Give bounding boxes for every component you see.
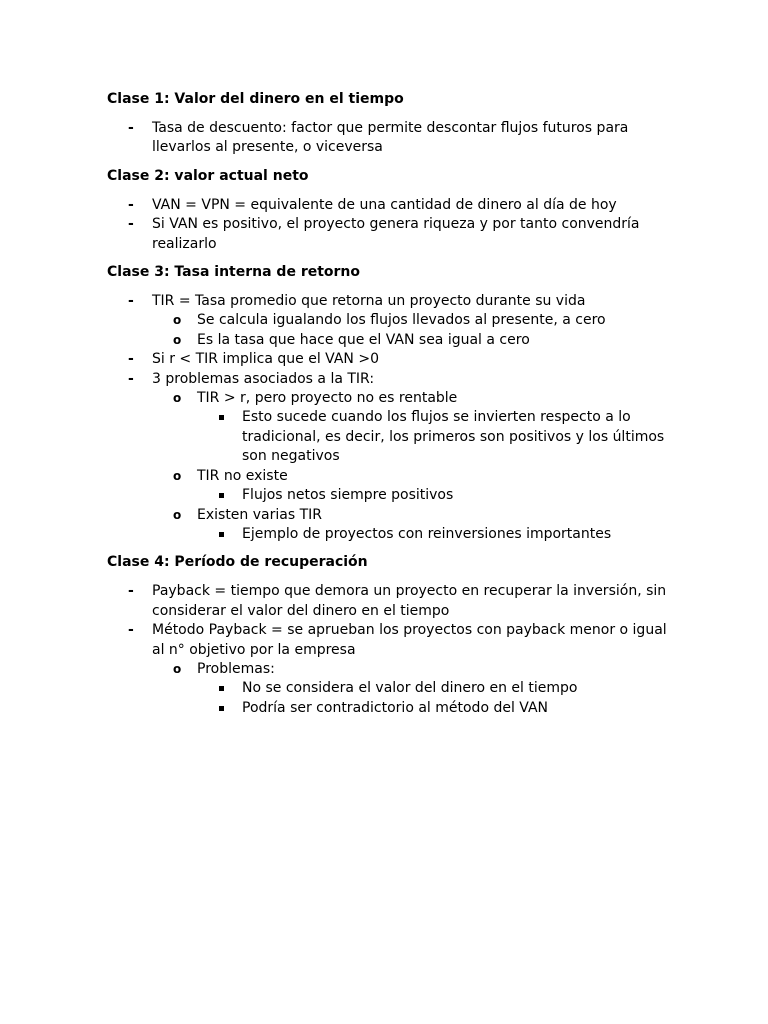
section-heading: Clase 4: Período de recuperación [107, 554, 368, 571]
circle-bullet-icon: o [173, 313, 182, 328]
section-clase-3 [107, 263, 667, 544]
list-item-text: VAN = VPN = equivalente de una cantidad de dinero al día de hoy [152, 196, 617, 213]
list-item-text: Si VAN es positivo, el proyecto genera riqueza y por tanto convendría realizarlo [152, 216, 640, 252]
list-item [197, 699, 667, 718]
list-item-text: No se considera el valor del dinero en el tiempo [242, 680, 578, 697]
list-item [152, 331, 667, 350]
dash-bullet-icon: - [128, 351, 134, 368]
dash-bullet-icon: - [128, 622, 134, 639]
square-bullet-icon [219, 706, 224, 711]
list-item [107, 621, 667, 718]
circle-bullet-icon: o [173, 332, 182, 347]
sub-bullet-list [152, 660, 667, 718]
dash-bullet-icon: - [128, 120, 134, 136]
list-item [152, 467, 667, 506]
list-item [107, 215, 667, 254]
list-item [107, 196, 667, 215]
dash-bullet-icon: - [128, 370, 134, 387]
bullet-list [107, 119, 667, 158]
list-item [152, 506, 667, 545]
list-item [197, 679, 667, 698]
list-item-text: Se calcula igualando los flujos llevados al presente, a cero [197, 312, 606, 329]
list-item [197, 486, 667, 505]
sub-sub-bullet-list [197, 408, 667, 466]
list-item [197, 408, 667, 466]
list-item [107, 370, 667, 545]
list-item-text: Si r < TIR implica que el VAN >0 [152, 351, 379, 368]
list-item-text: TIR no existe [197, 467, 288, 484]
list-item-text: Podría ser contradictorio al método del VAN [242, 699, 549, 716]
dash-bullet-icon: - [128, 583, 134, 600]
list-item-text: Tasa de descuento: factor que permite descontar flujos futuros para llevarlos al presente, o viceversa [152, 120, 629, 156]
list-item-text: Existen varias TIR [197, 506, 322, 523]
list-item-text: Flujos netos siempre positivos [242, 487, 454, 504]
list-item-text: Ejemplo de proyectos con reinversiones importantes [242, 525, 612, 542]
list-item [107, 582, 667, 621]
bullet-list [107, 582, 667, 718]
list-item-text: Payback = tiempo que demora un proyecto en recuperar la inversión, sin considerar el valor del dinero en el tiempo [152, 583, 667, 619]
circle-bullet-icon: o [173, 507, 182, 522]
section-clase-4 [107, 553, 667, 718]
list-item-text: Esto sucede cuando los flujos se invierten respecto a lo tradicional, es decir, los primeros son positivos y los últimos son negativos [242, 409, 665, 465]
bullet-list [107, 196, 667, 254]
sub-sub-bullet-list [197, 679, 667, 718]
list-item [152, 660, 667, 718]
list-item-text: 3 problemas asociados a la TIR: [152, 370, 375, 387]
list-item-text: Problemas: [197, 660, 275, 677]
dash-bullet-icon: - [128, 293, 134, 310]
square-bullet-icon [219, 493, 224, 498]
circle-bullet-icon: o [173, 391, 182, 406]
section-clase-2 [107, 167, 667, 254]
sub-sub-bullet-list [197, 525, 667, 544]
bullet-list [107, 292, 667, 544]
section-heading: Clase 3: Tasa interna de retorno [107, 264, 361, 281]
list-item-text: Es la tasa que hace que el VAN sea igual a cero [197, 331, 530, 348]
list-item [152, 389, 667, 467]
square-bullet-icon [219, 532, 224, 537]
section-heading: Clase 1: Valor del dinero en el tiempo [107, 91, 404, 107]
dash-bullet-icon: - [128, 196, 134, 213]
dash-bullet-icon: - [128, 216, 134, 233]
list-item-text: TIR > r, pero proyecto no es rentable [197, 390, 458, 407]
list-item-text: Método Payback = se aprueban los proyectos con payback menor o igual al n° objetivo por la empresa [152, 622, 667, 658]
list-item [197, 525, 667, 544]
list-item-text: TIR = Tasa promedio que retorna un proyecto durante su vida [152, 293, 586, 310]
list-item [107, 292, 667, 350]
list-item [107, 119, 667, 158]
sub-sub-bullet-list [197, 486, 667, 505]
circle-bullet-icon: o [173, 661, 182, 676]
sub-bullet-list [152, 311, 667, 350]
square-bullet-icon [219, 415, 224, 420]
list-item [107, 350, 667, 369]
circle-bullet-icon: o [173, 468, 182, 483]
section-clase-1 [107, 90, 667, 158]
square-bullet-icon [219, 686, 224, 691]
document-page [107, 90, 667, 727]
list-item [152, 311, 667, 330]
section-heading: Clase 2: valor actual neto [107, 167, 309, 184]
sub-bullet-list [152, 389, 667, 544]
